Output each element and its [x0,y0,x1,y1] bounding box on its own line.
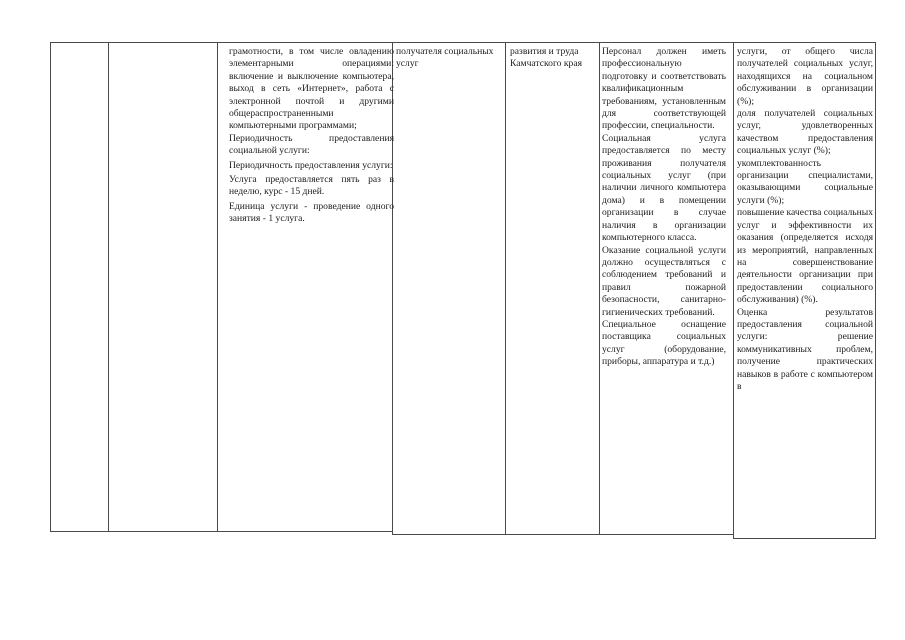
frequency-heading: Периодичность предоставления социальной услуги: [229,132,394,157]
staffing-text: укомплектованность организации специалистами, оказывающими социальные услуги (%); [737,157,873,206]
ministry-text: развития и труда Камчатского края [510,46,582,70]
quality-indicators-cell [737,46,873,393]
recipient-cell [396,46,502,71]
ministry-cell [510,46,598,71]
frequency-value: Услуга предоставляется пять раз в неделю, курс - 15 дней. [229,174,394,198]
satisfaction-share-text: доля получателей социальных услуг, удовлетворенных качеством предоставления социальных услуг (%); [737,108,873,157]
staff-requirements-text: Персонал должен иметь профессиональную подготовку и соответствовать квалификационным требованиям, установленным для соответствующей профессии, специальности. [602,46,726,132]
service-description-text: грамотности, в том числе овладению элементарными операциями: включение и выключение компьютера, выход в сеть «Интернет», работа с электронной почтой и другими общераспространенными компьютерными программами; [229,46,394,132]
results-assessment-text: Оценка результатов предоставления социальной услуги: решение коммуникативных проблем, получение практических навыков в работе с компьютером в [737,306,873,392]
conditions-cell [602,46,726,369]
document-table [50,42,876,539]
table-border-bottom-middle [392,534,734,535]
quality-improvement-text: повышение качества социальных услуг и эффективности их оказания (определяется исходя из мероприятий, направленных на совершенствование деятельности организации при предоставлении социального обслуживания) (%). [737,207,873,306]
service-unit-text: Единица услуги - проведение одного занятия - 1 услуга. [229,200,394,225]
frequency-subheading: Периодичность предоставления услуги: [229,159,393,171]
table-border-left [50,42,51,531]
recipient-text: получателя социальных услуг [396,46,494,70]
column-divider-2 [217,42,218,531]
safety-requirements-text: Оказание социальной услуги должно осуществляться с соблюдением требований и правил пожарной безопасности, санитарно-гигиенических требований. [602,244,726,318]
column-divider-1 [108,42,109,531]
special-equipment-text: Специальное оснащение поставщика социальных услуг (оборудование, приборы, аппаратура и т.д.) [602,318,726,368]
service-location-text: Социальная услуга предоставляется по месту проживания получателя социальных услуг (при наличии личного компьютера дома) и в помещении организации в случае наличия в организации компьютерного класса. [602,132,726,244]
column-divider-5 [599,42,600,534]
table-border-bottom-left [50,531,393,532]
table-border-top [50,42,876,43]
recipients-share-text: услуги, от общего числа получателей социальных услуг, находящихся на социальном обслуживании в организации (%); [737,46,873,107]
table-border-right [875,42,876,539]
column-divider-4 [505,42,506,534]
column-divider-6 [733,42,734,539]
table-border-bottom-right [733,538,876,539]
service-description-cell [229,46,394,226]
